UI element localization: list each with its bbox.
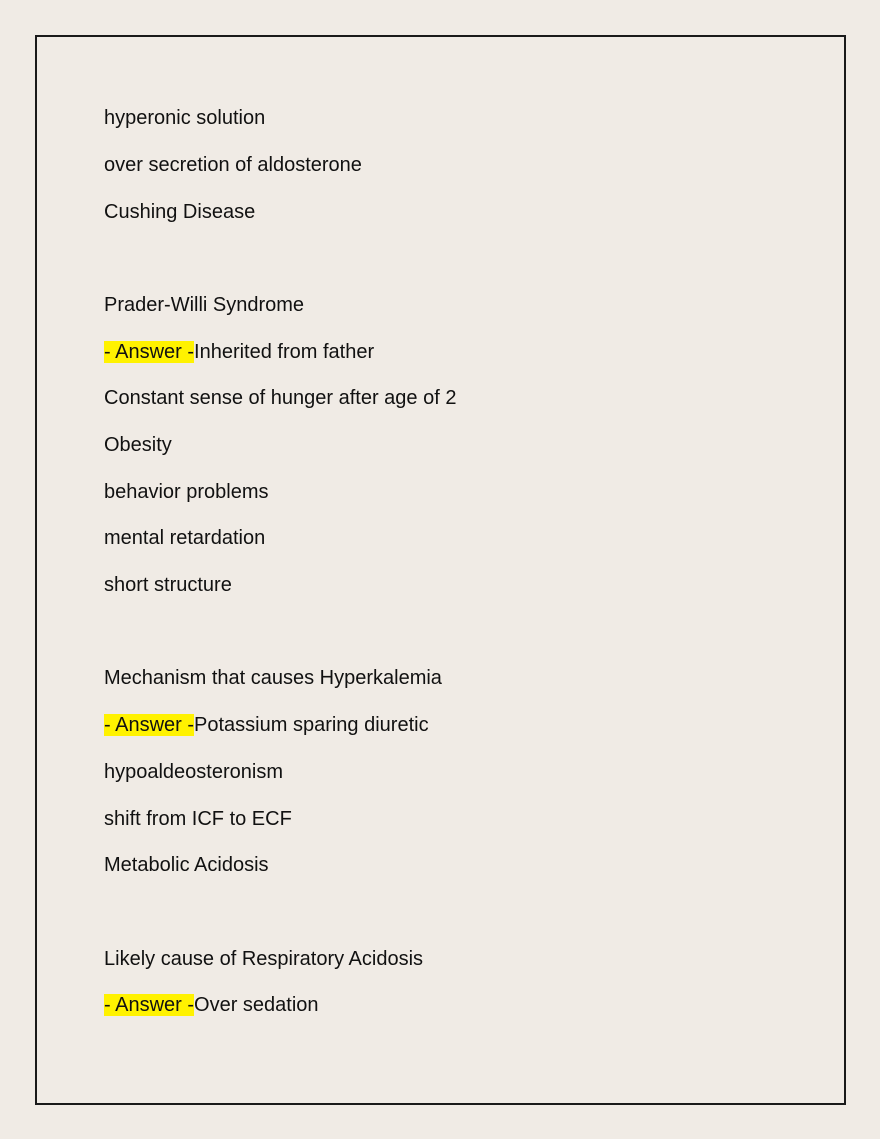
question-line: Likely cause of Respiratory Acidosis bbox=[104, 948, 424, 970]
answer-line: - Answer -Inherited from father bbox=[104, 341, 375, 363]
text-line: Metabolic Acidosis bbox=[104, 854, 269, 876]
text-line: short structure bbox=[104, 574, 232, 596]
question-line: Prader-Willi Syndrome bbox=[104, 294, 305, 316]
text-line: hyperonic solution bbox=[104, 107, 266, 129]
question-line: Mechanism that causes Hyperkalemia bbox=[104, 667, 442, 689]
answer-line: - Answer -Over sedation bbox=[104, 994, 319, 1016]
text-line: shift from ICF to ECF bbox=[104, 808, 292, 830]
text-line: mental retardation bbox=[104, 527, 266, 549]
text-line: Cushing Disease bbox=[104, 201, 256, 223]
text-line: behavior problems bbox=[104, 481, 269, 503]
answer-highlight: - Answer - bbox=[104, 994, 195, 1016]
text-line: Obesity bbox=[104, 434, 172, 456]
text-line: hypoaldeosteronism bbox=[104, 761, 283, 783]
answer-line: - Answer -Potassium sparing diuretic bbox=[104, 714, 429, 736]
text-line: over secretion of aldosterone bbox=[104, 154, 362, 176]
text-line: Constant sense of hunger after age of 2 bbox=[104, 387, 457, 409]
answer-highlight: - Answer - bbox=[104, 341, 195, 363]
answer-highlight: - Answer - bbox=[104, 714, 195, 736]
